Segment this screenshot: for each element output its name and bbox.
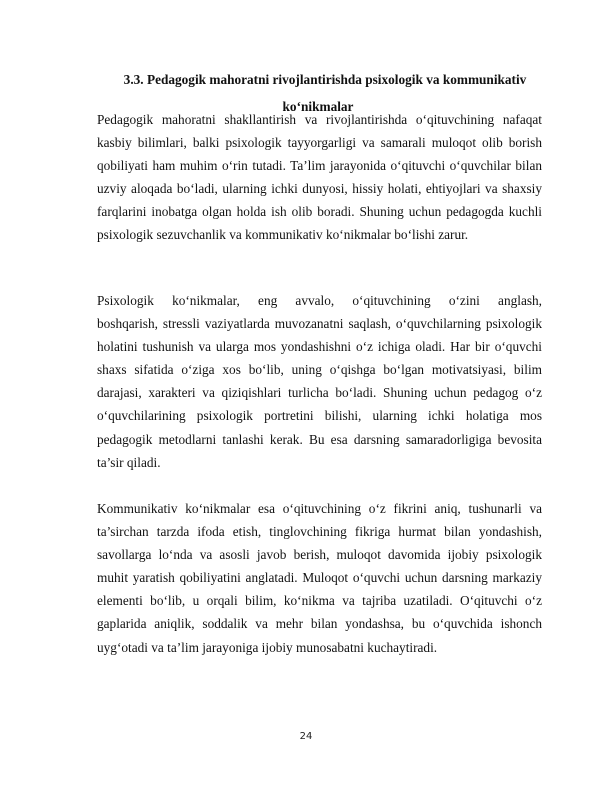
paragraph-line: gaplarida aniqlik, soddalik va mehr bilan yondashsa, bu o‘quvchida ishonch xyxy=(97,616,542,632)
paragraph-line: kasbiy bilimlari, balki psixologik tayyorgarligi va samarali muloqot olib borish xyxy=(97,135,542,151)
paragraph-line: uzviy aloqada bo‘ladi, ularning ichki dunyosi, hissiy holati, ehtiyojlari va shaxsiy xyxy=(97,181,542,197)
paragraph-line: pedagogik metodlarni tanlashi kerak. Bu esa darsning samaradorligiga bevosita xyxy=(97,431,542,447)
paragraph-line: holatini tushunish va ularga mos yondashishni o‘z ichiga oladi. Har bir o‘quvchi xyxy=(97,339,542,355)
paragraph-1 xyxy=(97,108,542,247)
paragraph-line: Pedagogik mahoratni shakllantirish va rivojlantirishda o‘qituvchining nafaqat xyxy=(97,112,542,127)
section-heading-line-1: 3.3. Pedagogik mahoratni rivojlantirishda psixologik va kommunikativ xyxy=(123,72,527,87)
page-number: 24 xyxy=(299,731,313,742)
paragraph-line: qobiliyati ham muhim o‘rin tutadi. Ta’lim jarayonida o‘qituvchi o‘quvchilar bilan xyxy=(97,158,542,174)
paragraph-line: muhit yaratish qobiliyatini anglatadi. Muloqot o‘quvchi uchun darsning markaziy xyxy=(97,570,542,586)
paragraph-line: ta’sir qiladi. xyxy=(97,454,161,470)
paragraph-line: o‘quvchilarining psixologik portretini bilishi, ularning ichki holatiga mos xyxy=(97,408,542,424)
paragraph-line: uyg‘otadi va ta’lim jarayoniga ijobiy munosabatni kuchaytiradi. xyxy=(97,639,438,655)
paragraph-line: shaxs sifatida o‘ziga xos bo‘lib, uning o‘qishga bo‘lgan motivatsiyasi, bilim xyxy=(97,362,542,378)
paragraph-line: elementi bo‘lib, u orqali bilim, ko‘nikma va tajriba uzatiladi. O‘qituvchi o‘z xyxy=(97,593,542,609)
paragraph-line: farqlarini inobatga olgan holda ish olib boradi. Shuning uchun pedagogda kuchli xyxy=(97,204,542,220)
paragraph-line: Psixologik ko‘nikmalar, eng avvalo, o‘qituvchining o‘zini anglash, xyxy=(97,293,542,308)
paragraph-line: ta’sirchan tarzda ifoda etish, tinglovchining fikriga hurmat bilan yondashish, xyxy=(97,524,542,540)
paragraph-line: savollarga lo‘nda va asosli javob berish, muloqot davomida ijobiy psixologik xyxy=(97,547,542,563)
paragraph-3 xyxy=(97,497,542,659)
paragraph-line: darajasi, xarakteri va qiziqishlari turlicha bo‘ladi. Shuning uchun pedagog o‘z xyxy=(97,385,542,401)
paragraph-2 xyxy=(97,289,542,474)
paragraph-line: Kommunikativ ko‘nikmalar esa o‘qituvchining o‘z fikrini aniq, tushunarli va xyxy=(97,501,542,516)
paragraph-line: psixologik sezuvchanlik va kommunikativ ko‘nikmalar bo‘lishi zarur. xyxy=(97,227,469,243)
section-heading-line-2: ko‘nikmalar xyxy=(282,99,354,114)
paragraph-line: boshqarish, stressli vaziyatlarda muvozanatni saqlash, o‘quvchilarning psixologik xyxy=(97,316,542,332)
